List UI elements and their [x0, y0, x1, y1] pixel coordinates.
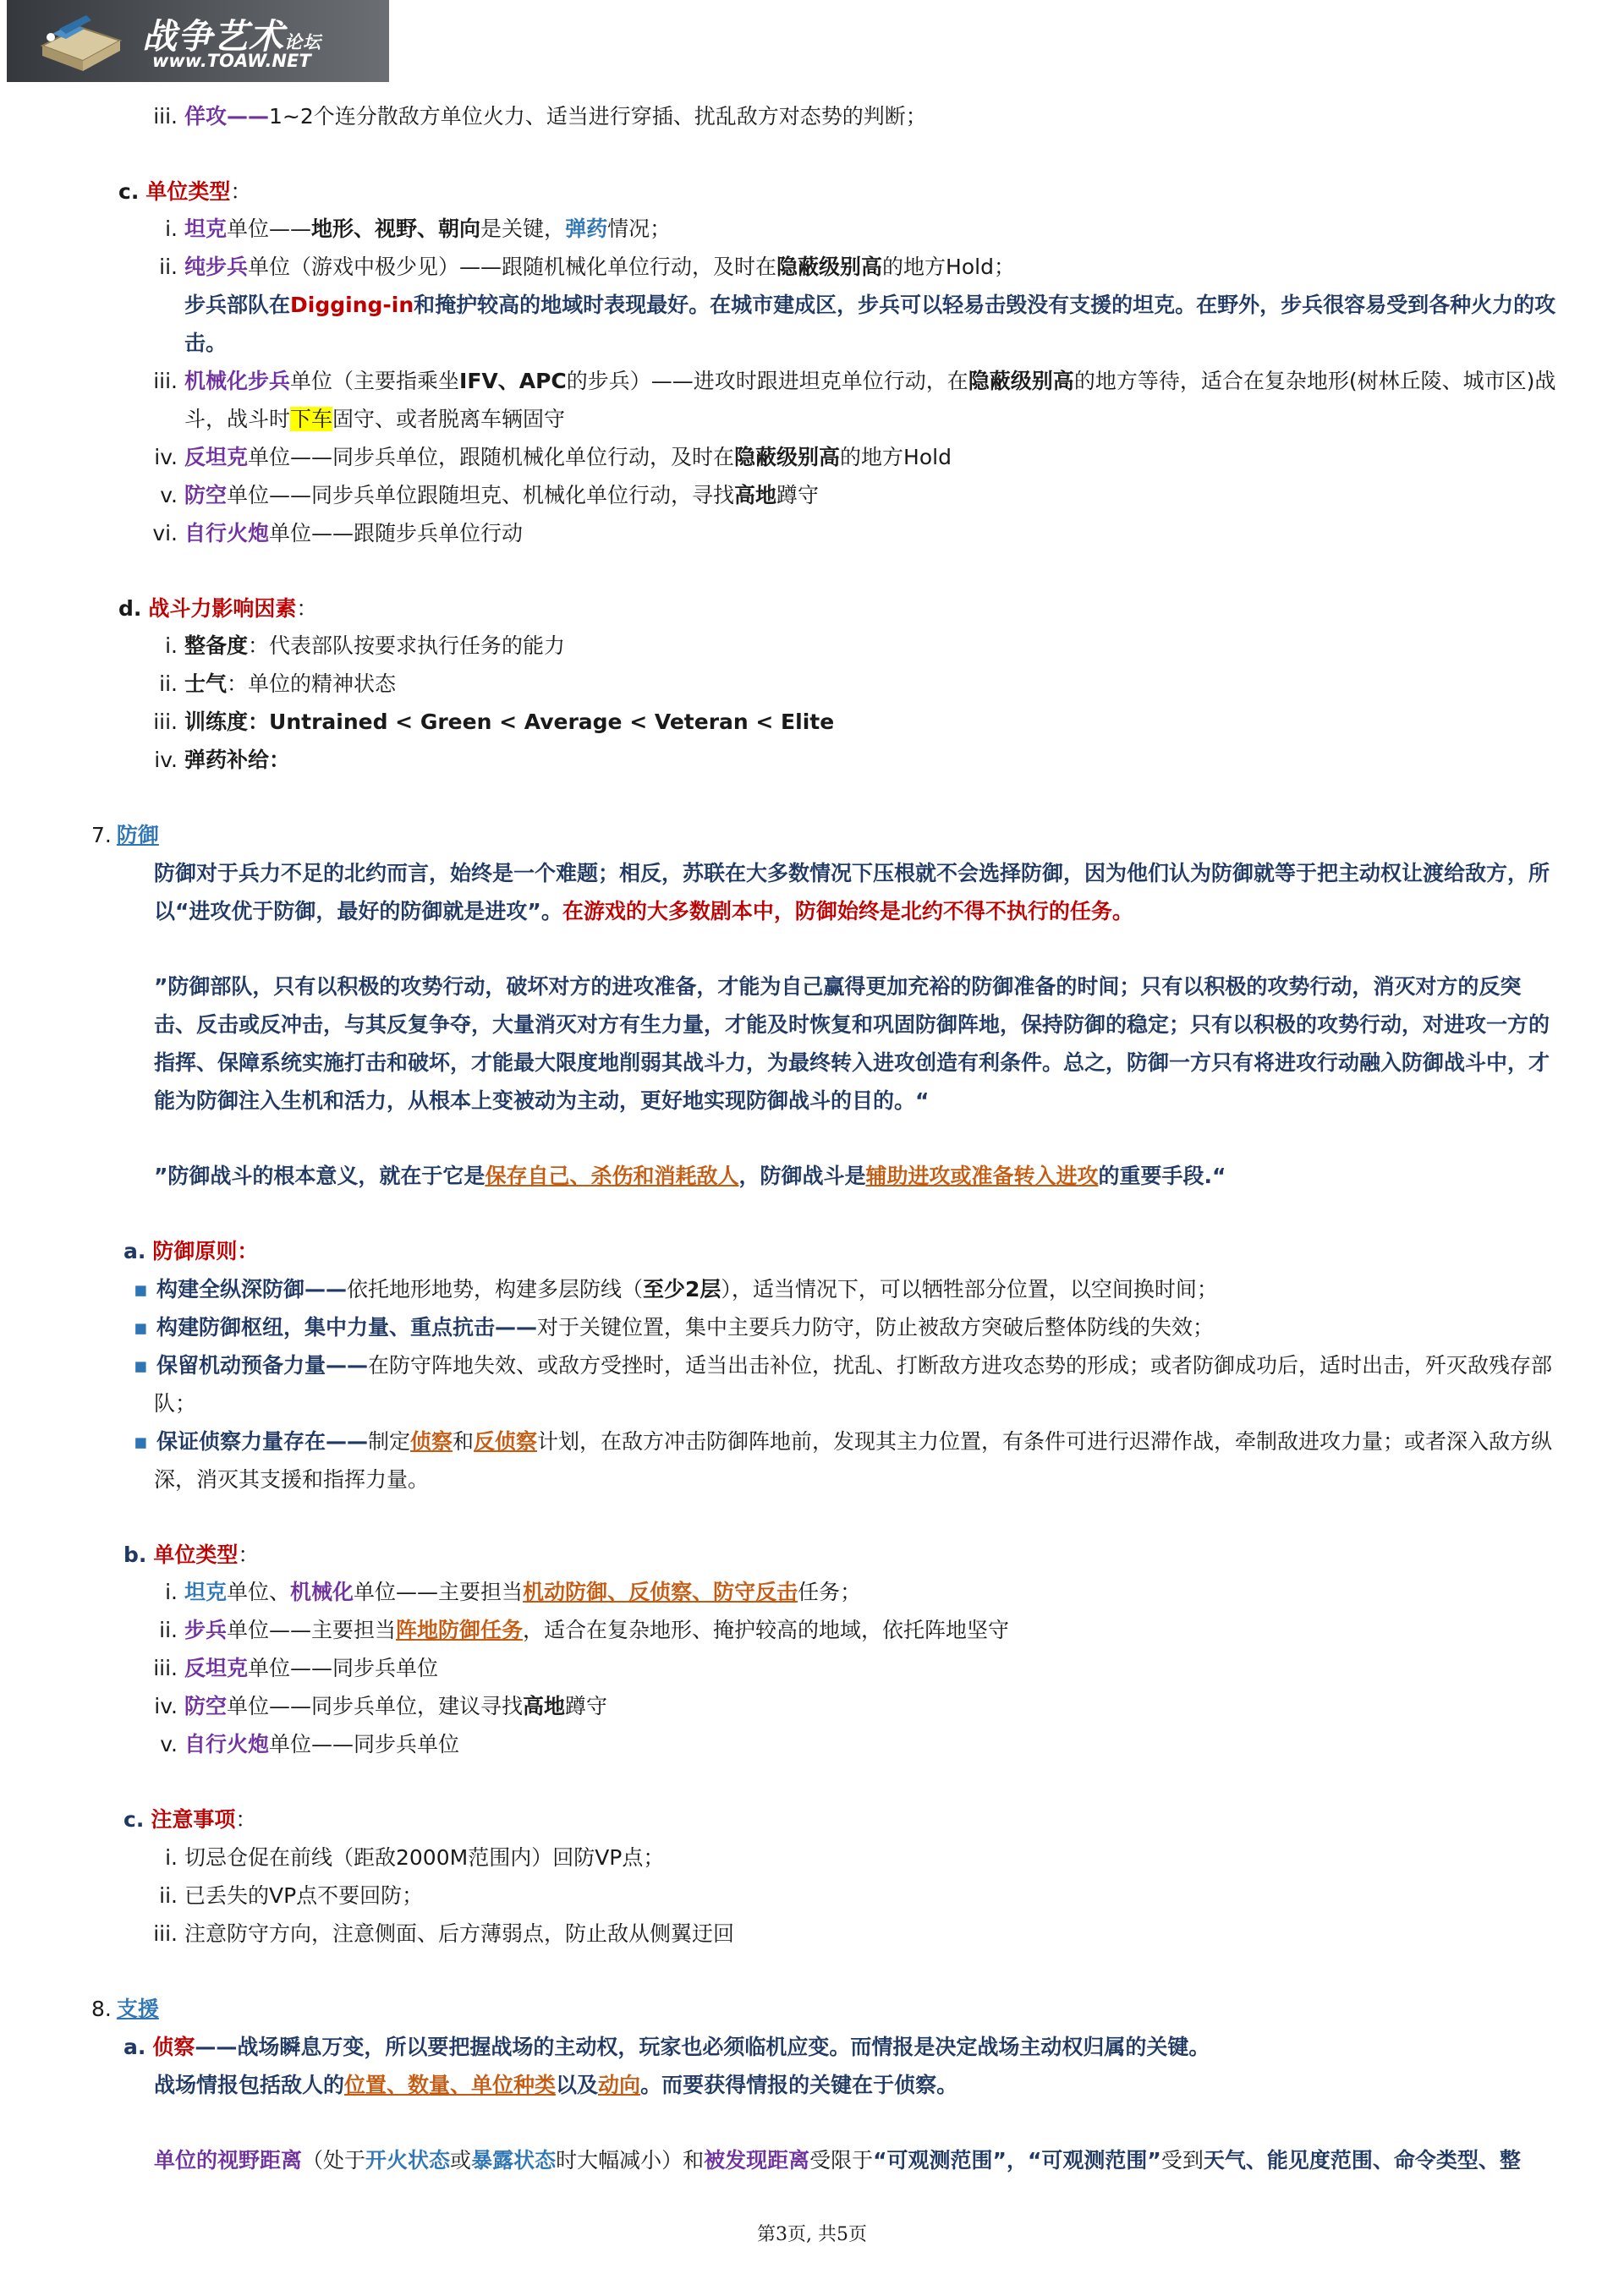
list-item: i. 坦克单位、机械化单位——主要担当机动防御、反侦察、防守反击任务； [165, 1580, 862, 1604]
offense-unit-types-heading: c. 单位类型： [118, 179, 252, 204]
list-item: iii. 机械化步兵单位（主要指乘坐IFV、APC的步兵）——进攻时跟进坦克单位行动，在隐蔽级别高的地方等待，适合在复杂地形(树林丘陵、城市区)战 [153, 369, 1556, 393]
bullet-icon: ▪ [134, 1315, 148, 1340]
defense-quote-line-4: 能为防御注入生机和活力，从根本上变被动为主动，更好地实现防御战斗的目的。“ [154, 1088, 930, 1113]
defense-quote-line-3: 指挥、保障系统实施打击和破坏，才能最大限度地削弱其战斗力，为最终转入进攻创造有利条件。总之，防御一方只有将进攻行动融入防御战斗中，才 [154, 1050, 1550, 1075]
bullet-icon: ▪ [134, 1277, 148, 1301]
list-item: ii. 步兵单位——主要担当阵地防御任务，适合在复杂地形、掩护较高的地域，依托阵地坚守 [159, 1618, 1010, 1642]
principle-item: ▪ 构建防御枢纽，集中力量、重点抗击——对于关键位置，集中主要兵力防守，防止被敌方突破后整体防线的失效； [134, 1315, 1214, 1340]
list-item: vi. 自行火炮单位——跟随步兵单位行动 [152, 521, 524, 545]
list-item: iii. 反坦克单位——同步兵单位 [153, 1656, 439, 1680]
defense-notes-heading: c. 注意事项： [123, 1807, 257, 1832]
infantry-note-line-2: 击。 [184, 331, 228, 355]
bullet-icon: ▪ [134, 1429, 148, 1454]
list-item: iv. 防空单位——同步兵单位，建议寻找高地蹲守 [154, 1694, 608, 1718]
defense-intro-line-2: 以“进攻优于防御，最好的防御就是进攻”。在游戏的大多数剧本中，防御始终是北约不得不执行的任务。 [154, 899, 1133, 923]
section-heading-defense: 7. 防御 [91, 823, 159, 847]
principle-item-cont: 深，消灭其支援和指挥力量。 [154, 1467, 430, 1492]
support-link[interactable]: 支援 [116, 1997, 159, 2021]
list-item: i. 坦克单位——地形、视野、朝向是关键，弹药情况； [165, 216, 672, 241]
list-item: v. 自行火炮单位——同步兵单位 [160, 1732, 460, 1756]
logo-emblem-icon [36, 12, 129, 73]
list-item: ii. 士气：单位的精神状态 [159, 671, 397, 696]
mech-infantry-line-2: 斗，战斗时下车固守、或者脱离车辆固守 [184, 407, 566, 431]
bullet-icon: ▪ [134, 1353, 148, 1378]
list-item: iv. 反坦克单位——同步兵单位，跟随机械化单位行动，及时在隐蔽级别高的地方Hold [154, 445, 952, 469]
recon-line-3: 单位的视野距离（处于开火状态或暴露状态时大幅减小）和被发现距离受限于“可观测范围”，“可观测范围”受到天气、能见度范围、命令类型、整 [154, 2148, 1521, 2173]
list-item: i. 整备度：代表部队按要求执行任务的能力 [165, 633, 566, 658]
defense-quote-line-1: ”防御部队，只有以积极的攻势行动，破坏对方的进攻准备，才能为自己赢得更加充裕的防御准备的时间；只有以积极的攻势行动，消灭对方的反突 [154, 974, 1522, 999]
defense-quote-line-2: 击、反击或反冲击，与其反复争夺，大量消灭对方有生力量，才能及时恢复和巩固防御阵地，保持防御的稳定；只有以积极的攻势行动，对进攻一方的 [154, 1012, 1550, 1037]
defense-unit-types-heading: b. 单位类型： [123, 1543, 260, 1567]
infantry-note-line-1: 步兵部队在Digging-in和掩护较高的地域时表现最好。在城市建成区，步兵可以轻易击毁没有支援的坦克。在野外，步兵很容易受到各种火力的攻 [184, 293, 1556, 317]
recon-line-2: 战场情报包括敌人的位置、数量、单位种类以及动向。而要获得情报的关键在于侦察。 [154, 2073, 958, 2097]
defense-meaning-line: ”防御战斗的根本意义，就在于它是保存自己、杀伤和消耗敌人，防御战斗是辅助进攻或准备转入进攻的重要手段.“ [154, 1164, 1226, 1188]
logo-title: 战争艺术论坛 [142, 16, 321, 57]
defense-principles-heading: a. 防御原则： [123, 1239, 259, 1263]
principle-item: ▪ 保留机动预备力量——在防守阵地失效、或敌方受挫时，适当出击补位，扰乱、打断敌方进攻态势的形成；或者防御成功后，适时出击，歼灭敌残存部 [134, 1353, 1552, 1378]
recon-line-1: a. 侦察——战场瞬息万变，所以要把握战场的主动权，玩家也必须临机应变。而情报是决定战场主动权归属的关键。 [123, 2035, 1210, 2059]
combat-factors-heading: d. 战斗力影响因素： [118, 596, 318, 621]
list-item: i. 切忌仓促在前线（距敌2000M范围内）回防VP点； [165, 1845, 665, 1870]
list-item: ii. 已丢失的VP点不要回防； [159, 1883, 424, 1908]
principle-item: ▪ 保证侦察力量存在——制定侦察和反侦察计划，在敌方冲击防御阵地前，发现其主力位置，有条件可进行迟滞作战，牵制敌进攻力量；或者深入敌方纵 [134, 1429, 1553, 1454]
page-number: 第3页, 共5页 [757, 2224, 867, 2245]
list-item: iv. 弹药补给： [154, 748, 291, 772]
logo-url: www.TOAW.NET [152, 51, 311, 71]
list-item: v. 防空单位——同步兵单位跟随坦克、机械化单位行动，寻找高地蹲守 [160, 483, 820, 507]
defense-intro-line-1: 防御对于兵力不足的北约而言，始终是一个难题；相反，苏联在大多数情况下压根就不会选择防御，因为他们认为防御就等于把主动权让渡给敌方，所 [154, 861, 1550, 885]
principle-item-cont: 队； [154, 1391, 197, 1416]
feint-item: iii. 佯攻——1~2个连分散敌方单位火力、适当进行穿插、扰乱敌方对态势的判断； [153, 104, 927, 129]
section-heading-support: 8. 支援 [91, 1997, 159, 2021]
list-item: ii. 纯步兵单位（游戏中极少见）——跟随机械化单位行动，及时在隐蔽级别高的地方Hold； [159, 255, 1015, 279]
site-logo [7, 0, 389, 82]
list-item: iii. 训练度：Untrained < Green < Average < Veteran < Elite [153, 710, 835, 734]
defense-link[interactable]: 防御 [116, 823, 159, 847]
principle-item: ▪ 构建全纵深防御——依托地形地势，构建多层防线（至少2层），适当情况下，可以牺牲部分位置，以空间换时间； [134, 1277, 1218, 1301]
list-item: iii. 注意防守方向，注意侧面、后方薄弱点，防止敌从侧翼迂回 [153, 1921, 735, 1946]
